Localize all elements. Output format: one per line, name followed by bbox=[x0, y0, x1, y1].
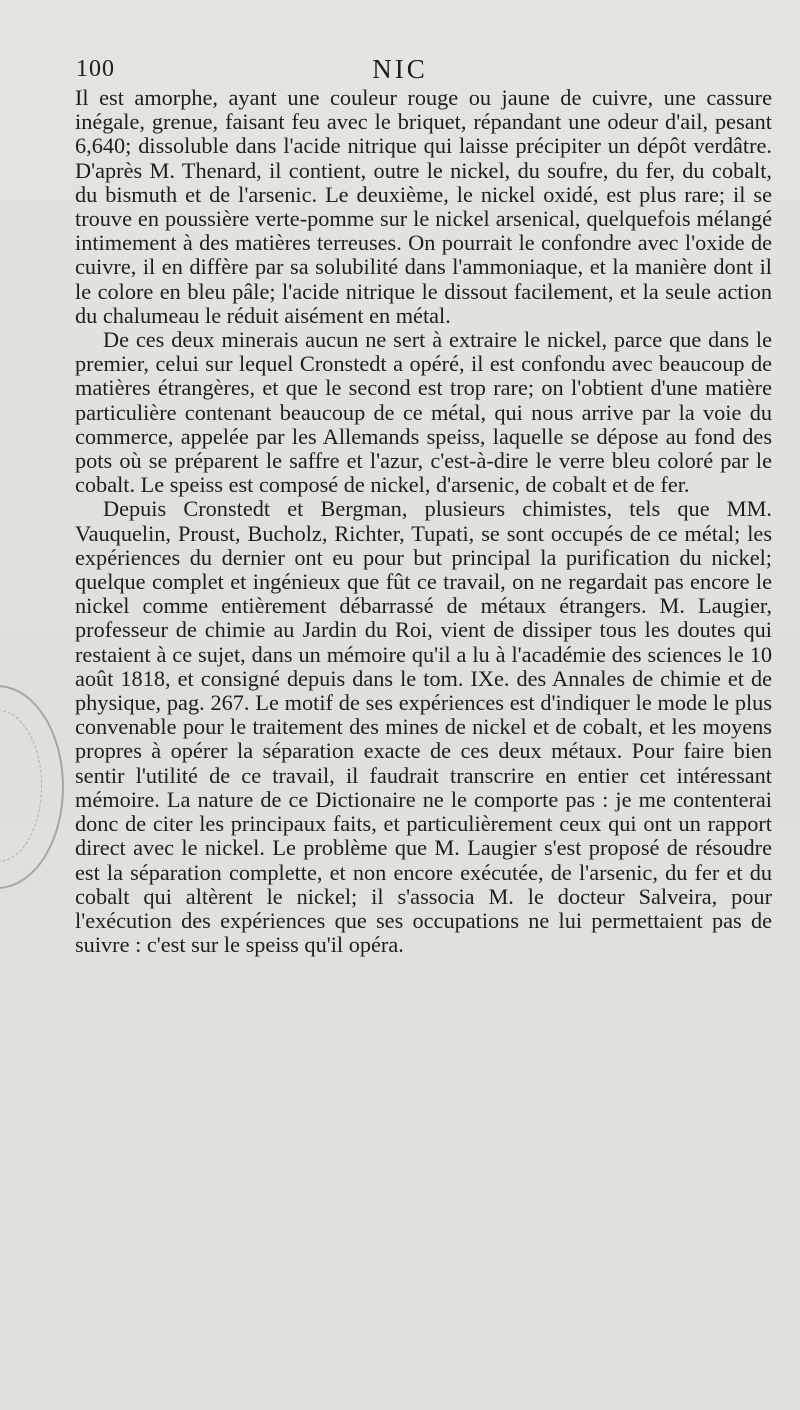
page-number: 100 bbox=[76, 56, 115, 82]
library-stamp-mark bbox=[0, 680, 72, 910]
running-title: NIC bbox=[372, 54, 428, 84]
paragraph-2: De ces deux minerais aucun ne sert à extraire le nickel, parce que dans le premier, celui sur lequel Cronstedt a opéré, il est confondu avec beaucoup de matières étrangères, et que le second est trop rare; on l'obtient d'une matière particulière contenant beaucoup de ce métal, qui nous arrive par la voie du commerce, appelée par les Allemands speiss, laquelle se dépose au fond des pots où se préparent le saffre et l'azur, c'est-à-dire le verre bleu coloré par le cobalt. Le speiss est composé de nickel, d'arsenic, de cobalt et de fer. bbox=[75, 327, 772, 498]
body-text bbox=[75, 86, 772, 957]
paragraph-1: Il est amorphe, ayant une couleur rouge ou jaune de cuivre, une cassure inégale, grenue, faisant feu avec le briquet, répandant une odeur d'ail, pesant 6,640; dissoluble dans l'acide nitrique qui laisse précipiter un dépôt verdâtre. D'après M. Thenard, il contient, outre le nickel, du soufre, du fer, du cobalt, du bismuth et de l'arsenic. Le deuxième, le nickel oxidé, est plus rare; il se trouve en poussière verte-pomme sur le nickel arsenical, quelquefois mélangé intimement à des matières terreuses. On pourrait le confondre avec l'oxide de cuivre, il en diffère par sa solubilité dans l'ammoniaque, et la manière dont il le colore en bleu pâle; l'acide nitrique le dissout facilement, et la seule action du chalumeau le réduit aisément en métal. bbox=[75, 85, 772, 328]
paragraph-3: Depuis Cronstedt et Bergman, plusieurs chimistes, tels que MM. Vauquelin, Proust, Bucholz, Richter, Tupati, se sont occupés de ce métal; les expériences du dernier ont eu pour but principal la purification du nickel; quelque complet et ingénieux que fût ce travail, on ne regardait pas encore le nickel comme entièrement débarrassé de métaux étrangers. M. Laugier, professeur de chimie au Jardin du Roi, vient de dissiper tous les doutes qui restaient à ce sujet, dans un mémoire qu'il a lu à l'académie des sciences le 10 août 1818, et consigné depuis dans le tom. IXe. des Annales de chimie et de physique, pag. 267. Le motif de ses expériences est d'indiquer le mode le plus convenable pour le traitement des mines de nickel et de cobalt, et les moyens propres à opérer la séparation exacte de ces deux métaux. Pour faire bien sentir l'utilité de ce travail, il faudrait transcrire en entier cet intéressant mémoire. La nature de ce Dictionaire ne le comporte pas : je me contenterai donc de citer les principaux faits, et particulièrement ceux qui ont un rapport direct avec le nickel. Le problème que M. Laugier s'est proposé de résoudre est la séparation complette, et non encore exécutée, de l'arsenic, du fer et du cobalt qui altèrent le nickel; il s'associa M. le docteur Salveira, pour l'exécution des expériences que ses occupations ne lui permettaient pas de suivre : c'est sur le speiss qu'il opéra. bbox=[75, 496, 772, 958]
